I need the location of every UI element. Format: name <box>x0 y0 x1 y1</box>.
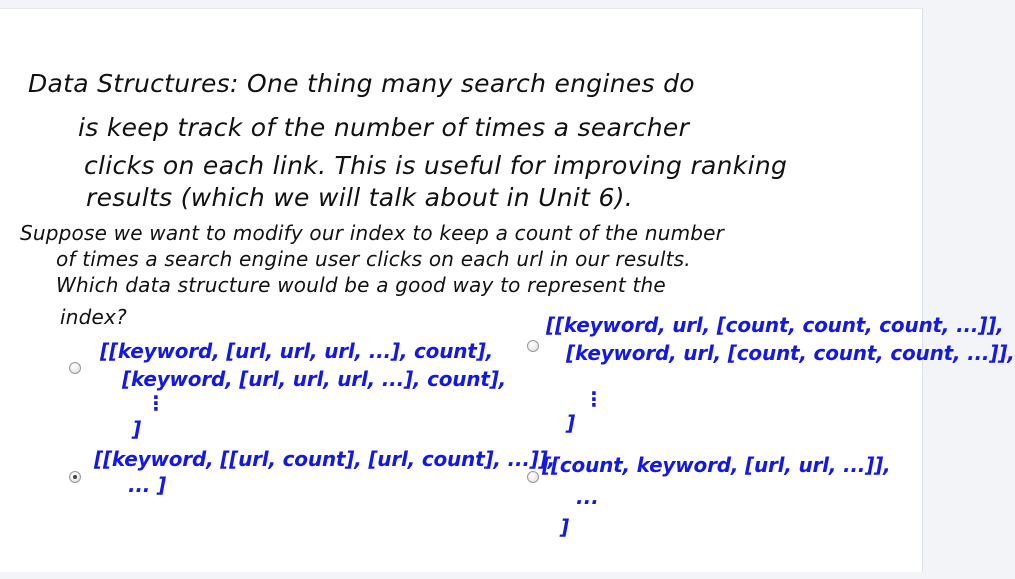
option-a-line-2: [keyword, [url, url, url, ...], count], <box>122 367 507 391</box>
option-a-line-1: [[keyword, [url, url, url, ...], count], <box>100 339 493 363</box>
option-b-line-1: [[keyword, url, [count, count, count, ...]], <box>546 313 1004 337</box>
option-a-ellipsis: ⋮ <box>146 391 166 415</box>
option-c-line-2: ... ] <box>128 473 166 497</box>
option-a-close-bracket: ] <box>132 417 142 441</box>
prompt-line-3: clicks on each link. This is useful for improving ranking <box>84 151 788 180</box>
prompt-line-2: is keep track of the number of times a searcher <box>78 113 690 142</box>
option-d-radio[interactable] <box>527 471 539 483</box>
question-line-4: index? <box>60 305 127 329</box>
option-a-radio[interactable] <box>69 362 81 374</box>
whiteboard <box>0 8 1015 572</box>
option-c-line-1: [[keyword, [[url, count], [url, count], ...]], <box>94 447 556 471</box>
option-b-ellipsis: ⋮ <box>584 387 604 411</box>
question-line-3: Which data structure would be a good way to represent the <box>56 273 666 297</box>
question-line-1: Suppose we want to modify our index to keep a count of the number <box>20 221 725 245</box>
question-line-2: of times a search engine user clicks on each url in our results. <box>56 247 691 271</box>
option-b-line-2: [keyword, url, [count, count, count, ...]], <box>566 341 1015 365</box>
prompt-line-1: Data Structures: One thing many search engines do <box>28 69 695 98</box>
prompt-line-4: results (which we will talk about in Unit 6). <box>86 183 634 212</box>
option-d-ellipsis: ... <box>576 485 599 509</box>
option-c-radio[interactable] <box>69 471 81 483</box>
option-b-close-bracket: ] <box>566 411 576 435</box>
option-b-radio[interactable] <box>527 340 539 352</box>
option-d-line-1: [[count, keyword, [url, url, ...]], <box>542 453 891 477</box>
option-d-close-bracket: ] <box>560 515 570 539</box>
